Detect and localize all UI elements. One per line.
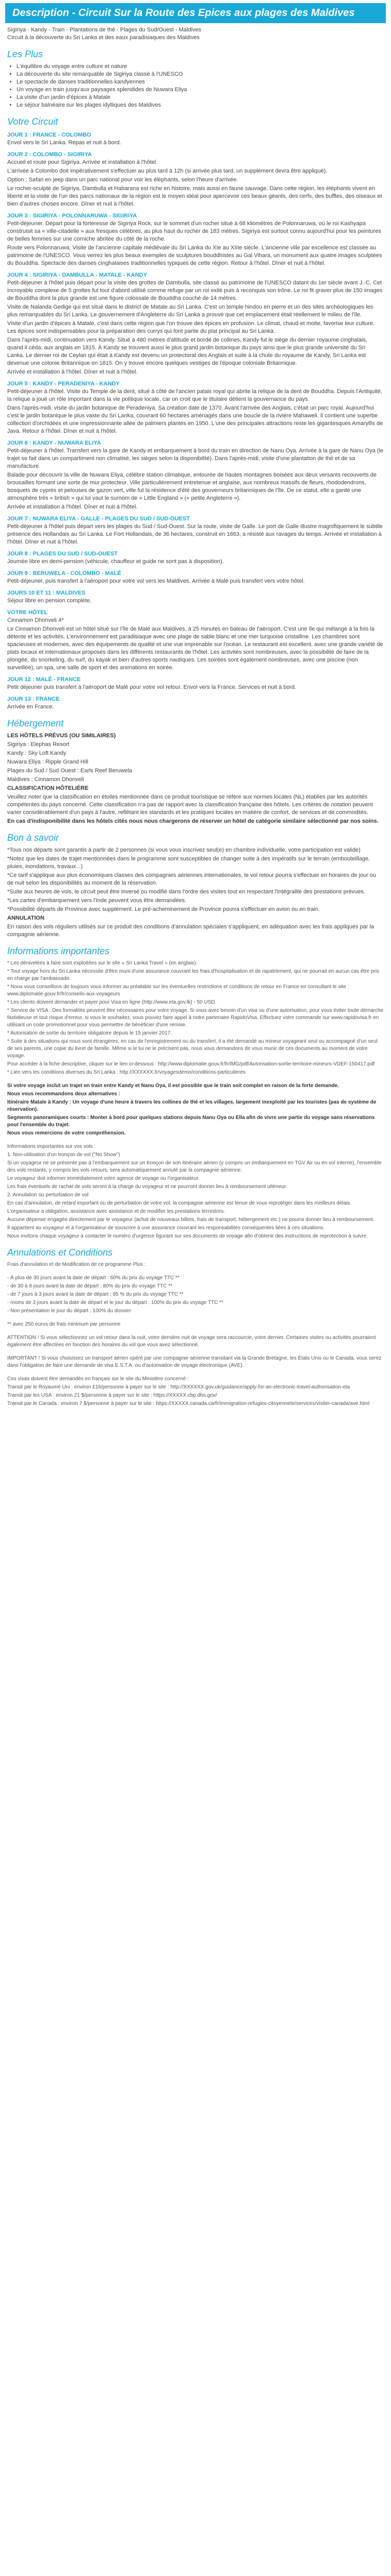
itinerary-day: [7, 439, 384, 511]
important-note: IMPORTANT ! Si vous choisissez un transport aérien opéré par une compagnie aérienne transitant via la Grande Bretagne, les États Unis ou le Canada, vous serez dans l'obligation de faire une demande de visa E.S.T.A. ou d'autorisation de voyage électronique (AVE).: [7, 1355, 382, 1368]
info-para: *Ce tarif s'applique aux plus économiques classes des compagnies aériennes internationales, le vol retour pourra s'effectuer en horaires de jour ou de nuit selon les disponibilités au moment de la réservation.: [7, 872, 377, 886]
classification-text: Veuillez noter que la classification en étoiles mentionnée dans ce produit touristique se réfère aux normes locales (NL) établies par les autorités compétentes du pays concerné. Cette classification n'a pas de rapport avec la classification française des hôtels. Les critères de notation peuvent varier considérablement d'un pays à l'autre, reflétant les standards et les pratiques locales en matière de confort, de services et de commodités.: [7, 794, 373, 816]
cancel-item: ** avec 250 euros de frais minimum par personne: [7, 1321, 121, 1327]
annulation-title: ANNULATION: [7, 915, 44, 921]
day-paragraph: Petit-déjeuner à l'hôtel. Transfert vers la gare de Kandy et embarquement à bord du train en direction de Nanu Oya. Arrivée à la gare de Nanu Oya (le trajet se fait dans un compartiment non climatisé, les sièges selon la disponibilité). Dans l'après-midi, visite d'une plantation de thé et de sa manufacture.: [7, 448, 384, 469]
itinerary-day: [7, 589, 384, 605]
intro: [7, 26, 384, 42]
important-para: * Les dénivelées à faire sont exploitées sur le site « Sri Lanka Travel » (en anglais).: [7, 960, 198, 966]
train-note: Nous vous recommandons deux alternatives :: [7, 1091, 120, 1097]
flights-heading: Informations importantes sur vos vols :: [7, 1144, 96, 1149]
day-paragraph: Petit-déjeuner à l'hôtel puis départ vers les plages du Sud / Sud-Ouest. Sur la route, visite de Galle. Le port de Galle illustre magnifiquement le subtile présence des Hollandais au Sri Lanka. Le Fort Hollandais, de 36 hectares, construit en 1663, a résisté aux ravages du temps. Arrivée et installation à l'hôtel. Dîner et nuit à l'hôtel.: [7, 523, 383, 545]
day-paragraph: Visite d'un jardin d'épices à Matale, c'est dans cette région que l'on trouve des épices en profusion. Le climat, chaud et moite, favorise leur culture. Les épices sont indispensables pour la préparation des currys qui font partie du plat principal au Sri Lanka.: [7, 320, 374, 334]
itinerary-day: [7, 696, 384, 711]
important-para: * Service de VISA : Des formalités peuvent être nécessaires pour votre voyage. Si vous avez besoin d'un visa ou d'une autorisation, pour vous éviter toute démarche fastidieuse et tout risque d'erreur, si vous le souhaitez, vous pouvez faire appel à notre partenaire RapidoVisa. Effectuez votre commande sur www.rapidovisa.fr en utilisant un code promotionnel pour vous permettre de bénéficier d'une remise.: [7, 1008, 384, 1028]
day-paragraph: Option : Safari en jeep dans un parc national pour voir les éléphants, selon l'heure d'arrivée.: [7, 177, 238, 183]
day-title: JOUR 12 : MALÉ - FRANCE: [7, 676, 81, 683]
important-para: * Suite à des situations qui nous sont étrangères, en cas de l'enregistrement ou du transfert, il a été demandé au mineur voyageant seul ou accompagné d'un seul de ses parents, une copie du livret de famille. Même si le lui ne le précisent pas, nous vous demandons de vous munir de ces documents au moment de votre voyage.: [7, 1039, 378, 1059]
classification-note: En cas d'indisponibilité dans les hôtels cités nous nous chargerons de réserver un hôtel de catégorie similaire sélectionné par nos soins.: [7, 818, 379, 824]
day-title: JOUR 6 : KANDY - NUWARA ELIYA: [7, 440, 101, 446]
flights-para: Le voyageur doit informer immédiatement votre agence de voyage ou l'organisateur.: [7, 1176, 200, 1181]
day-paragraph: Petit-déjeuner à l'hôtel. Visite du Temple de la dent, situé à côté de l'ancien palais royal qui abrite la relique de la dent de Bouddha. Depuis l'Antiquité, la relique a joué un rôle important dans la vie politique locale, car on croit que le titulaire détient la gouvernance du pays.: [7, 388, 382, 402]
itinerary-day: [7, 570, 384, 585]
list-item: • L'équilibre du voyage entre culture et nature: [17, 63, 386, 71]
itinerary-day: [7, 272, 384, 376]
visa-para: Transit par le Canada : environ 7 $/personne à payer sur le site : https://XXXXX.canada.ca/fr/immigration-refugies-citoyennete/services/visiter-canada/ave.html: [7, 1401, 370, 1406]
day-title: JOUR 3 : SIGIRIYA - POLONNARUWA - SIGIRIYA: [7, 213, 137, 219]
itinerary-day: [7, 131, 384, 147]
itinerary-day: [7, 550, 384, 566]
list-item: • La visite d'un jardin d'épices à Matale: [17, 94, 386, 101]
attention-note: ATTENTION ! Si vous sélectionnez un vol retour dans la nuit, votre dernière nuit de voyage sera raccourcie, votre dernier. Certaines visites ou activités pourraient également être affectées en fonction des horaires du vol que vous avez sélectionné.: [7, 1335, 376, 1348]
flights-para: 2. Annulation ou perturbation de vol: [7, 1192, 89, 1198]
intro-line: Circuit à la découverte du Sri Lanka et des eaux paradisiaques des Maldives: [7, 35, 200, 41]
flights-para: Aucune dépense engagée directement par le voyageur (achat de nouveaux billets, frais de transport, hébergement etc.) ne pourra donner lieu à remboursement.: [7, 1217, 374, 1223]
hotel-item: Plages du Sud / Sud Ouest : Earls Reef Beruwela: [7, 768, 133, 774]
visa-para: Transit par le Royaume Uni : environ £16/personne à payer sur le site : http://XXXXXX.gov.uk/guidance/apply-for-an-electronic-travel-authorisation-eta: [7, 1384, 350, 1390]
day-paragraph: Arrivée et installation à l'hôtel. Dîner et nuit à l'hôtel.: [7, 369, 138, 375]
day-paragraph: Petit déjeuner puis transfert à l'aéroport de Malé pour votre vol retour. Envol vers la France. Services et nuit à bord.: [7, 684, 297, 690]
day-title: JOUR 8 : PLAGES DU SUD / SUD-OUEST: [7, 551, 118, 557]
day-title: JOUR 7 : NUWARA ELIYA - GALLE - PLAGES DU SUD / SUD-OUEST: [7, 516, 190, 522]
visa-para: Transit par les USA : environ 21 $/personne à payer sur le site : https://XXXXX.cbp.dhs.gov/: [7, 1393, 217, 1398]
hotels-subtitle: LES HÔTELS PRÉVUS (OU SIMILAIRES): [7, 733, 116, 739]
day-paragraph: Le rocher-sculpté de Sigiriya, Dambulla et Habarana est riche en histoire, mais aussi en faune sauvage. Dans cette région, les éléphants vivent en liberté et la visite de l'un des parcs nationaux de la région est le moyen idéal pour apercevoir ces beaux géants, des cerfs, des buffles, des oiseaux et bien d'autres choses encore. Dîner et nuit à l'hôtel.: [7, 185, 382, 207]
train-note: Segments panoramiques courts : Monter à bord pour quelques stations depuis Nanu Oya ou Ella afin de vivre une partie du voyage sans réservations pour l'ensemble du trajet.: [7, 1115, 375, 1128]
day-title: VOTRE HÔTEL: [7, 609, 48, 616]
day-title: JOUR 1 : FRANCE - COLOMBO: [7, 132, 91, 138]
day-paragraph: Journée libre en demi-pension (véhicule, chauffeur et guide ne sont pas à disposition).: [7, 558, 224, 565]
info-para: *Tous nos départs sont garantis à partir de 2 personnes (si vous vous inscrivez seul(e) en chambre individuelle, votre participation est valide): [7, 847, 361, 853]
day-paragraph: Balade pour découvrir la ville de Nuwara Eliya, célèbre station climatique, entourée de hautes montagnes boisées aux deux versants recouverts de brousailles formant une sorte de mur protecteur. Ville particulièrement entretenue et anglaise, aux nombreux massifs de fleurs, rhododendrons, bosquets de cyprès et pelouses de gazon vert, ville fut la résidence d'été des gouverneurs britanniques de l'île. De ce statut, elle a gardé une atmosphère très « british » qui lui vaut le surnom de « Little England » (« petite Angleterre »).: [7, 472, 377, 501]
list-item: • Le séjour balnéaire sur les plages idylliques des Maldives: [17, 101, 386, 109]
day-paragraph: Petit-déjeuner à l'hôtel puis départ pour la visite des grottes de Dambulla, site classé au patrimoine de l'UNESCO datant du 1er siècle avant J.-C. Cet incroyable complexe de 5 grottes fut tout d'abord utilisé comme refuge par un roi exilé puis à reconquis son trône. Le roi fit graver plus de 150 images de Bouddha dont la plus grande est une figure colossale de Bouddha couché de 14 mètres.: [7, 280, 383, 301]
itinerary-day: [7, 609, 384, 672]
itinerary-day: [7, 151, 384, 208]
flights-para: Si un voyageur ne se présente pas à l'embarquement sur un tronçon de son itinéraire aérien (y compris un embarquement en TGV Air ou en vol interne), l'ensemble des vols restants, y compris les vols retours, sera automatiquement annulé par la compagnie aérienne.: [7, 1160, 382, 1173]
flights-para: L'organisateur a obligation, assistance avec assistance et de modifier les prestations terrestres.: [7, 1209, 225, 1214]
flights-para: Il appartient au voyageur et à l'organisateur de souscrire à une assurance couvrant les responsabilités conséquentes liées à ces situations.: [7, 1225, 325, 1231]
section-title-hotels: Hébergement: [7, 718, 64, 728]
day-paragraph: Arrivée et installation à l'hôtel. Dîner et nuit à l'hôtel.: [7, 504, 138, 510]
flights-para: Nous invitons chaque voyageur à contacter le numéro d'urgence figurant sur ses documents de voyage afin d'obtenir des instructions de reprotection à suivre.: [7, 1233, 368, 1239]
flights-para: En cas d'annulation, de retard important ou de perturbation de votre vol, la compagnie aérienne est tenue de vous reprotéger dans les meilleurs délais.: [7, 1200, 352, 1206]
train-note: Si votre voyage inclut un trajet en train entre Kandy et Nanu Oya, il est possible que le train soit complet en raison de la forte demande.: [7, 1083, 339, 1089]
hotel-item: Sigiriya : Elephas Resort: [7, 741, 70, 748]
day-paragraph: Le Cinnamon Dhonveli est un hôtel situé sur l'île de Malé aux Maldives, à 25 minutes en bateau de l'aéroport. C'est une île qui mélange à la fois la détente et les activités. L'environnement est paradisiaque avec une plage de sable blanc et une mer turquoise cristalline. Les chambres sont spacieuses et modernes, avec des équipements de qualité et une vue imprenable sur l'océan. Le restaurant est excellent, avec une grande variété de plats locaux et internationaux proposés dans les différents restaurants de l'hôtel. Les activités sont nombreuses, avec la possibilité de faire de la plongée, du snorkeling, du surf, du kayak et bien d'autres sports nautiques. Les soirées sont également nombreuses, avec une piscine (non surveillée), un spa, une salle de sport et des animations en soirée.: [7, 626, 383, 671]
day-title: JOUR 9 : BERUWELA - COLOMBO - MALÉ: [7, 570, 121, 577]
list-item: • La découverte du site remarquable de Sigiriya classé à l'UNESCO: [17, 71, 386, 78]
day-title: JOURS 10 ET 11 : MALDIVES: [7, 590, 86, 596]
itinerary-day: [7, 380, 384, 435]
classification-title: CLASSIFICATION HÔTELIÈRE: [7, 785, 89, 791]
important-para: Pour accéder à la fiche descriptive, cliquer sur le lien ci-dessous : http://www.diplomatie.gouv.fr/fr/IMG/pdf/Autorisation-sortie-territoire-mineurs-VDEF-150417.pdf: [7, 1061, 375, 1067]
itinerary-day: [7, 212, 384, 267]
cancel-block: [7, 1261, 384, 1408]
day-paragraph: Dans l'après-midi, continuation vers Kandy. Situé à 480 mètres d'altitude et bordé de collines, Kandy fut le siège du dernier royaume cinghalais, quand il céda, aux anglais en 1815. À Kandy se trouvent aussi le plus grand jardin botanique du pays ainsi que le plus grande université du Sri Lanka. Le dernier roi de Ceylan qui était à Kandy est devenu un protectorat des Anglais et suite à la chute du royaume de Kandy, Sri Lanka est devenue une colonie Britannique en 1815. On y trouve encore quelques vestiges de l'époque coloniale Britannique.: [7, 337, 368, 366]
cancel-item: - moins de 3 jours avant la date de départ et le jour du départ : 100% du prix du voyage TTC **: [7, 1300, 223, 1306]
page-title: Description - Circuit Sur la Route des Epices aux plages des Maldives: [5, 3, 386, 23]
section-title-cancel: Annulations et Conditions: [7, 1247, 113, 1258]
info-para: *Suite aux heures de vols, le circuit peut être inversé ou modifié dans l'ordre des visites tout en respectant l'intégralité des prestations prévues.: [7, 889, 365, 895]
important-para: * Tout voyage hors du Sri Lanka nécessite d'être muni d'une assurance couvrant les frais d'hospitalisation et de rapatriement, qui ne pourrait en aucun cas être pris en charge par l'ambassade.: [7, 969, 379, 981]
info-para: *Possibilité départs de Province avec supplément. Le pré-acheminement de Province pourra s'effectuer en avion ou en train.: [7, 906, 320, 912]
train-note: Nous vous remercions de votre compréhension.: [7, 1130, 126, 1136]
flights-para: Les frais éventuels de rachat de vols seront à la charge du voyageur et ne pourront donner lieu à remboursement ultérieur.: [7, 1184, 287, 1190]
day-paragraph: Arrivée en France.: [7, 704, 54, 710]
day-paragraph: Route vers Polonnaruwa. Visite de l'ancienne capitale médiévale du Sri Lanka du XIe au XIIIe siècle. L'ancienne ville par excellence est classée au patrimoine de l'UNESCO. Vous verrez les plus beaux exemples de sculptures bouddhistes au Gal Vihara, un monument aux quatre images sculptées du Bouddha. Spectacle des danses cinghalaises traditionnelles typiques de cette région. Retour à l'hôtel. Dîner et nuit à l'hôtel.: [7, 245, 382, 266]
info-block: [7, 846, 384, 939]
day-title: JOUR 2 : COLOMBO - SIGIRIYA: [7, 151, 92, 158]
day-paragraph: Dans l'après-midi, visite du jardin botanique de Peradeniya. Sa création date de 1370. Avant l'arrivée des Anglais, c'était un parc royal. Aujourd'hui c'est le jardin botanique le plus vaste du Sri Lanka, couvrant 60 hectares aménagés dans une boucle de la rivière Mahaweli. Il contient une superbe collection d'orchidées et une impressionnante allée de palmiers plantés en 1950. L'une des principales attractions reste les gigantesques Amaryllis de Java. Retour à l'hôtel. Dîner et nuit à l'hôtel.: [7, 405, 383, 434]
hotels-block: [7, 732, 384, 825]
flights-para: 1. Non-utilisation d'un tronçon de vol ("No Show"): [7, 1152, 120, 1158]
visa-para: Ces visas doivent être demandés en français sur le site du Ministère concerné :: [7, 1376, 189, 1382]
day-paragraph: Cinnamon Dhonveli 4*: [7, 617, 64, 623]
intro-line: Sigiriya - Kandy - Train - Plantations de thé - Plages du Sud/Ouest - Maldives: [7, 27, 202, 33]
hotel-item: Nuwara Eliya : Ripple Grand Hill: [7, 759, 89, 765]
day-paragraph: Envol vers le Sri Lanka. Repas et nuit à bord.: [7, 140, 121, 146]
day-title: JOUR 13 : FRANCE: [7, 696, 60, 702]
section-title-important: Informations importantes: [7, 946, 110, 956]
important-para: * Autorisation de sortie du territoire obligatoire depuis le 15 janvier 2017.: [7, 1030, 172, 1036]
itinerary: [5, 131, 386, 711]
important-block: [7, 960, 384, 1240]
itinerary-day: [7, 676, 384, 691]
day-title: JOUR 4 : SIGIRIYA - DAMBULLA - MATALE - KANDY: [7, 272, 147, 278]
list-item: • Un voyage en train jusqu'aux paysages splendides de Nuwara Eliya: [17, 86, 386, 94]
day-paragraph: Petit-déjeuner. Départ pour la forteresse de Sigiriya Rock, sur le sommet d'un rocher situé à 68 kilomètres de Polonnaruwa, où le roi Kashyapa construisit sa « ville-citadelle » aux fresques célèbres, au plus haut du rocher de 183 mètres. Sigiriya est surtout connu aujourd'hui pour les peintures de belles femmes sur une corniche abritée du côté de la roche.: [7, 221, 381, 242]
day-paragraph: Séjour libre en pension complète.: [7, 598, 92, 604]
cancel-item: - Non présentation le jour du départ : 100% du dossier: [7, 1308, 132, 1314]
info-para: *Notez que les dates de trajet mentionnées dans le programme sont susceptibles de changer suite à des impératifs sur le terrain (embouteillage, pluies, inondations, travaux...): [7, 856, 370, 870]
train-note: Itinéraire Matale à Kandy : Un voyage d'une heure à travers les collines de thé et les villages, largement inexploité par les touristes (pas de système de réservation).: [7, 1099, 377, 1112]
hotel-item: Kandy : Sky Loft Kandy: [7, 750, 67, 756]
day-title: JOUR 5 : KANDY - PERADENIYA - KANDY: [7, 381, 120, 387]
cancel-item: - À plus de 30 jours avant la date de départ : 60% du prix du voyage TTC **: [7, 1275, 180, 1281]
day-paragraph: Accueil et route pour Sigiriya. Arrivée et installation à l'hôtel.: [7, 159, 158, 165]
cancel-item: - de 7 jours à 3 jours avant la date de départ : 95 % du prix du voyage TTC **: [7, 1292, 184, 1297]
section-title-itinerary: Votre Circuit: [7, 116, 58, 127]
section-title-highlights: Les Plus: [7, 49, 43, 59]
annulation-text: En raison des vols réguliers utilisés sur ce produit des conditions d'annulation spéciales s'appliquent, en adéquation avec les frais appliqués par la compagnie aérienne.: [7, 924, 374, 938]
important-para: * Lien vers les conditions diverses du Sri Lanka : http://XXXXXX.fr/voyagesdemo/conditions-particulieres: [7, 1070, 246, 1075]
section-title-info: Bon à savoir: [7, 833, 59, 843]
itinerary-day: [7, 515, 384, 546]
highlights-list: [17, 63, 386, 109]
day-paragraph: L'arrivée à Colombo doit impérativement s'effectuer au plus tard à 12h (si arrivée plus tard, un supplément devra être appliqué).: [7, 168, 328, 174]
day-paragraph: Visite de Nalanda Gedige qui est situé dans le district de Matale au Sri Lanka. C'est un temple hindou en pierre et un des sites archéologiques les plus remarquables du Sri Lanka. Le gouvernement d'Angleterre du Sri Lanka a prouvé que cet emplacement était réellement le milieu de l'île.: [7, 304, 373, 318]
list-item: • Le spectacle de danses traditionnelles kandyennes: [17, 78, 386, 86]
hotel-item: Maldives : Cinnamon Dhonveli: [7, 776, 84, 783]
important-para: * Les clients doivent demander et payer pour Visa en ligne (http://www.eta.gov.lk) - 50 USD.: [7, 999, 217, 1005]
day-paragraph: Petit-déjeuner, puis transfert à l'aéroport pour votre vol vers les Maldives. Arrivée à Malé puis transfert vers votre hôtel.: [7, 578, 305, 584]
info-para: *Les cartes d'embarquement vers l'Inde peuvent vous être demandées.: [7, 897, 187, 904]
important-para: * Nous vous conseillons de toujours vous informer au préalable sur les éventuelles restrictions et conditions de retour en France en consultant le site : www.diplomatie.gouv.fr/fr/conseils-aux-voyageurs: [7, 984, 349, 997]
cancel-item: - de 30 à 8 jours avant la date de départ : 80% du prix du voyage TTC **: [7, 1283, 173, 1289]
cancel-heading: Frais d'annulation et de Modification de ce programme Plus :: [7, 1262, 146, 1267]
